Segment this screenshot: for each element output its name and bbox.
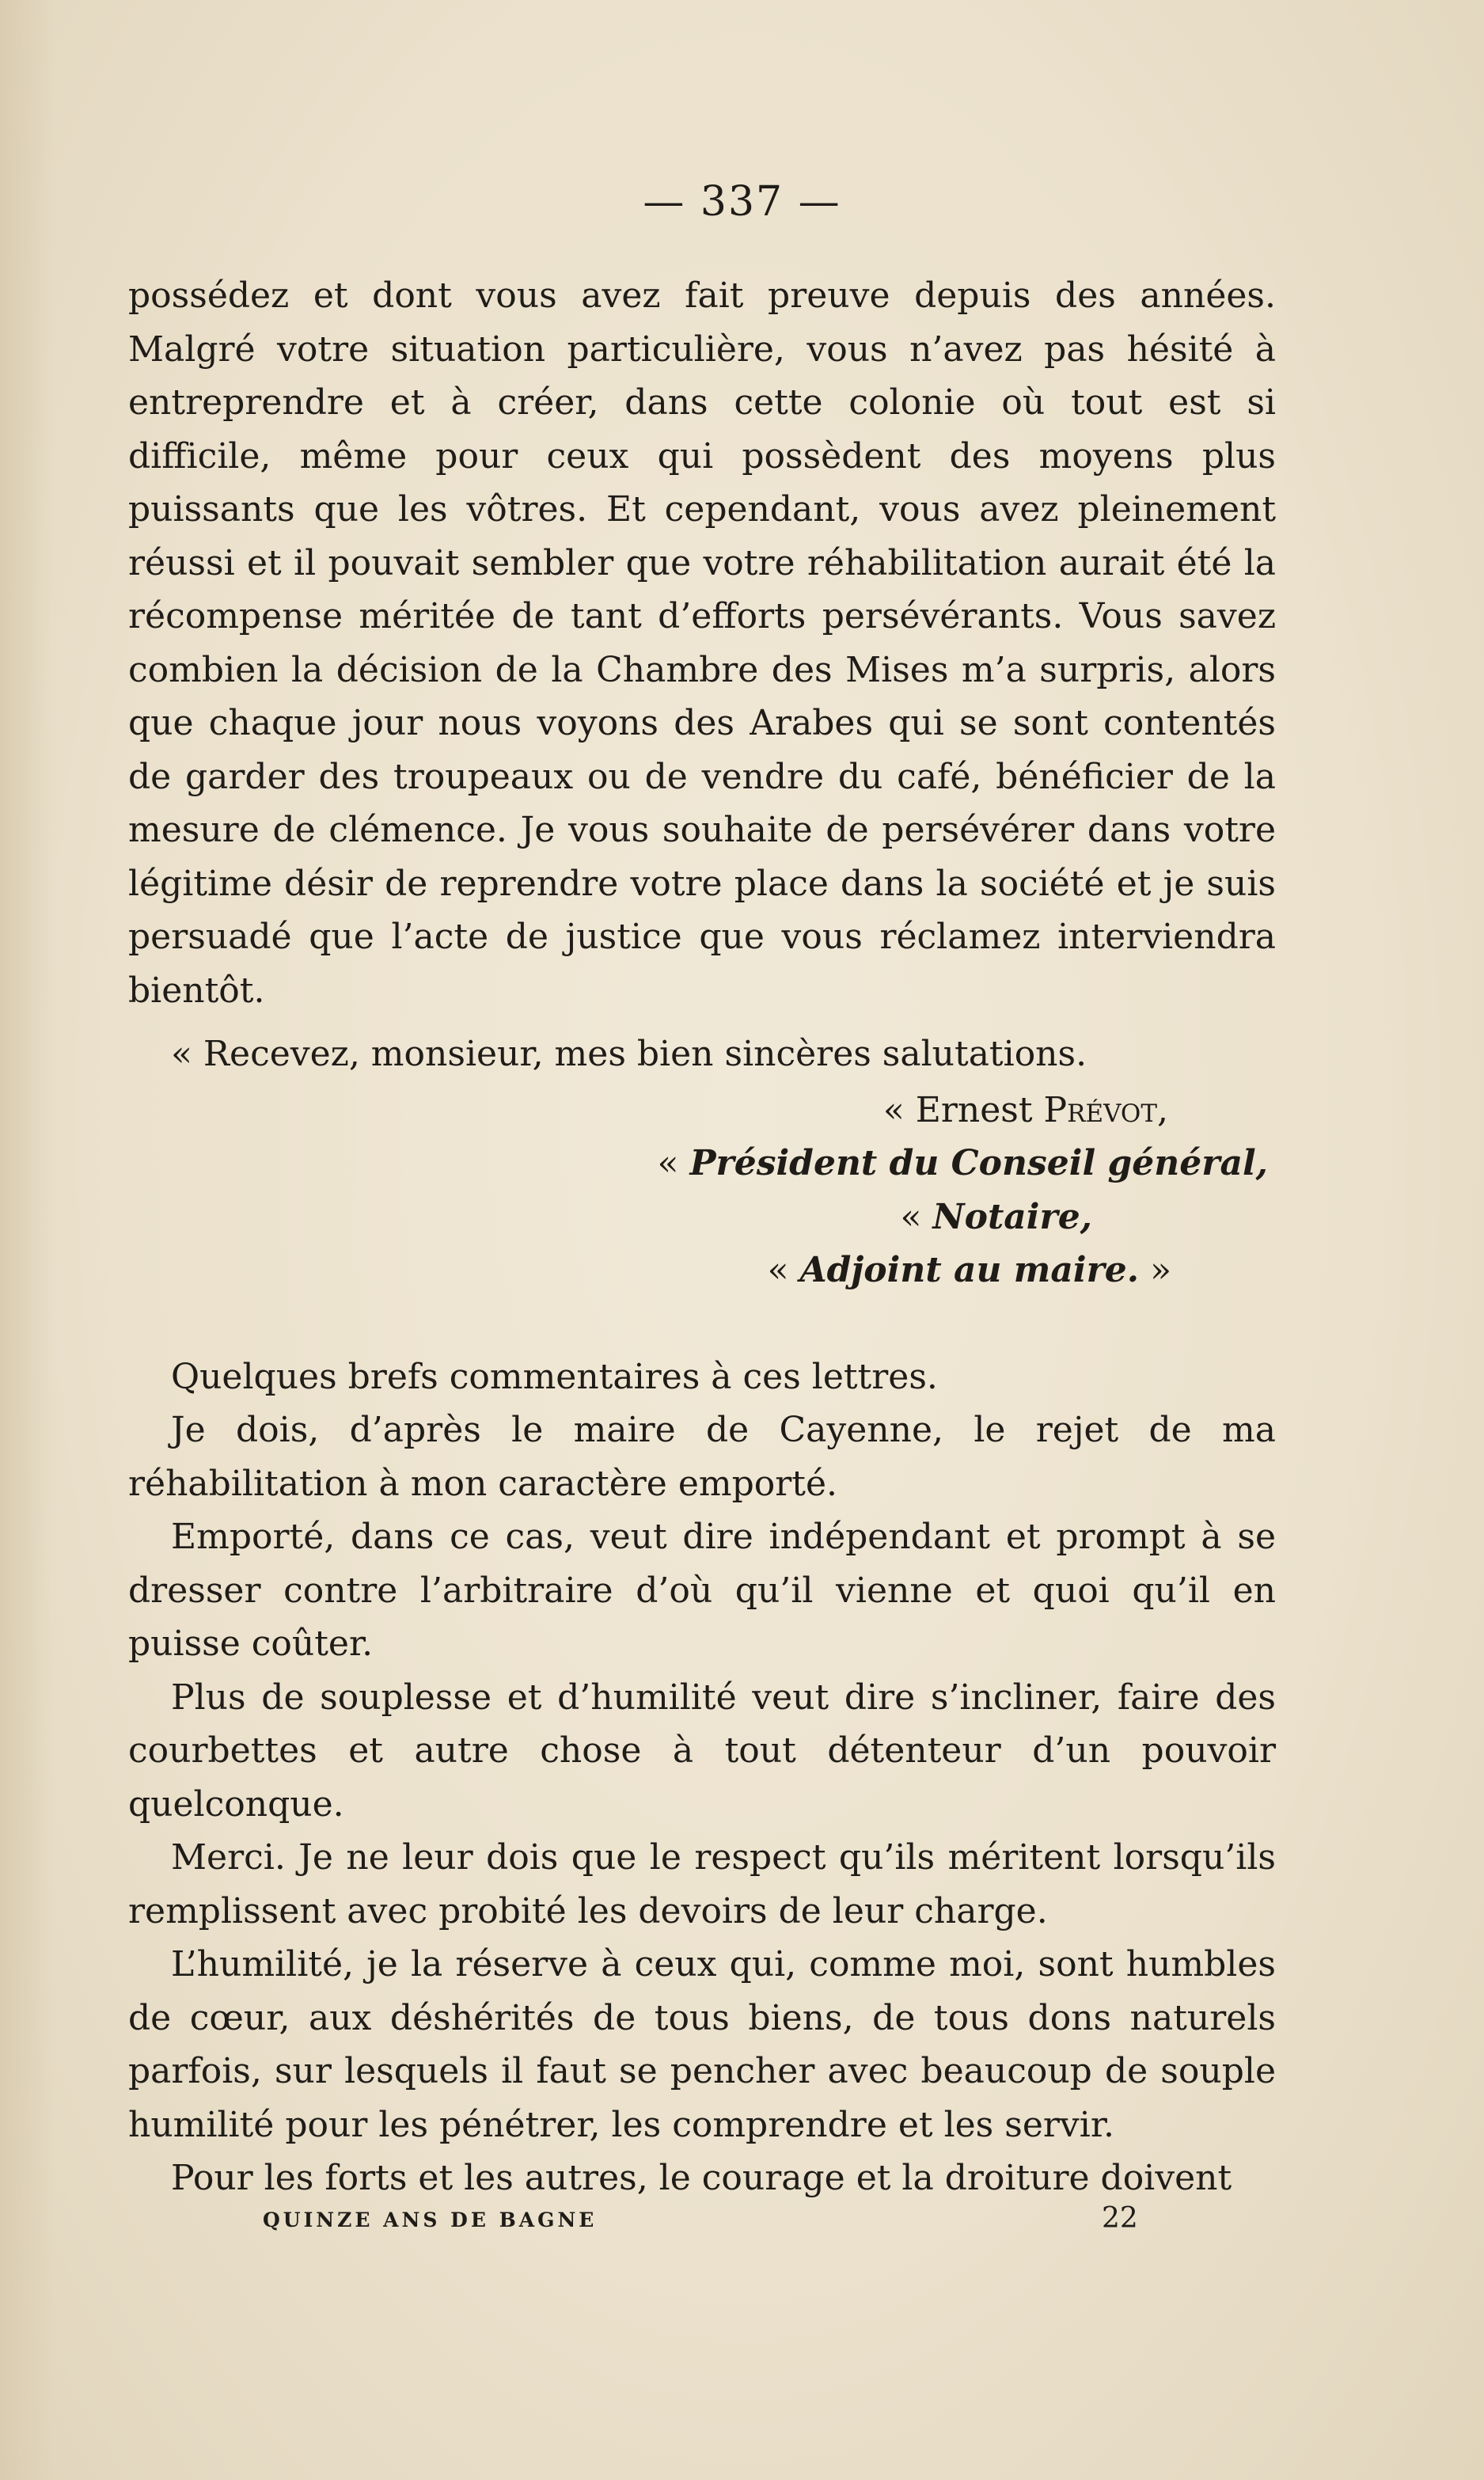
comments-section: [128, 1350, 1276, 2205]
comment-paragraph: Emporté, dans ce cas, veut dire indépendant et prompt à se dresser contre l’arbitraire d’où qu’il vienne et quoi qu’il en puisse coûter.: [128, 1517, 1276, 1664]
comment-paragraph: L’humilité, je la réserve à ceux qui, comme moi, sont humbles de cœur, aux déshérités de tous biens, de tous dons naturels parfois, sur lesquels il faut se pencher avec beaucoup de souple humilité pour les pénétrer, les comprendre et les servir.: [128, 1944, 1276, 2145]
signature-name-prefix: « Ernest: [882, 1089, 1044, 1130]
signature-adjoint-suffix: »: [1139, 1250, 1171, 1290]
salutation: « Recevez, monsieur, mes bien sincères salutations.: [171, 1034, 1087, 1074]
signature-adjoint-title: Adjoint au maire.: [799, 1250, 1140, 1290]
page-footer: [0, 2202, 1484, 2248]
signature-block: [128, 1084, 1276, 1297]
page-edge-shadow: [0, 0, 55, 2480]
signature-president: [128, 1137, 1276, 1191]
footer-book-title: QUINZE ANS DE BAGNE: [263, 2208, 598, 2231]
comment-paragraph: Merci. Je ne leur dois que le respect qu’ils méritent lorsqu’ils remplissent avec probité les devoirs de leur charge.: [128, 1837, 1276, 1931]
signature-name: [128, 1084, 1276, 1137]
comment-paragraph: Plus de souplesse et d’humilité veut dire s’incliner, faire des courbettes et autre chose à tout détenteur d’un pouvoir quelconque.: [128, 1677, 1276, 1825]
comment-paragraph: Quelques brefs commentaires à ces lettres.: [171, 1356, 938, 1397]
signature-president-title: Président du Conseil général,: [689, 1143, 1268, 1183]
signature-notaire: [128, 1191, 1276, 1244]
footer-signature-number: 22: [1102, 2202, 1138, 2235]
signature-president-prefix: «: [657, 1143, 690, 1183]
signature-adjoint: [128, 1244, 1276, 1297]
comment-paragraph: Pour les forts et les autres, le courage et la droiture doivent: [171, 2158, 1232, 2198]
paragraph-letter-continuation: possédez et dont vous avez fait preuve depuis des années. Malgré votre situation particulière, vous n’avez pas hésité à entreprendre et à créer, dans cette colonie où tout est si difficile, même pour ceux qui possèdent des moyens plus puissants que les vôtres. Et cependant, vous avez pleinement réussi et il pouvait sembler que votre réhabilitation aurait été la récompense méritée de tant d’efforts persévérants. Vous savez combien la décision de la Chambre des Mises m’a surpris, alors que chaque jour nous voyons des Arabes qui se sont contentés de garder des troupeaux ou de vendre du café, bénéficier de la mesure de clémence. Je vous souhaite de persévérer dans votre légitime désir de reprendre votre place dans la société et je suis persuadé que l’acte de justice que vous réclamez interviendra bientôt.: [128, 275, 1276, 1011]
signature-adjoint-prefix: «: [767, 1250, 800, 1290]
page-number: — 337 —: [643, 178, 841, 226]
body-text: [128, 269, 1276, 2205]
signature-surname: Prévot,: [1043, 1089, 1168, 1130]
signature-notaire-prefix: «: [900, 1196, 933, 1237]
comment-paragraph: Je dois, d’après le maire de Cayenne, le rejet de ma réhabilitation à mon caractère emporté.: [128, 1410, 1276, 1504]
signature-notaire-title: Notaire,: [932, 1196, 1092, 1237]
